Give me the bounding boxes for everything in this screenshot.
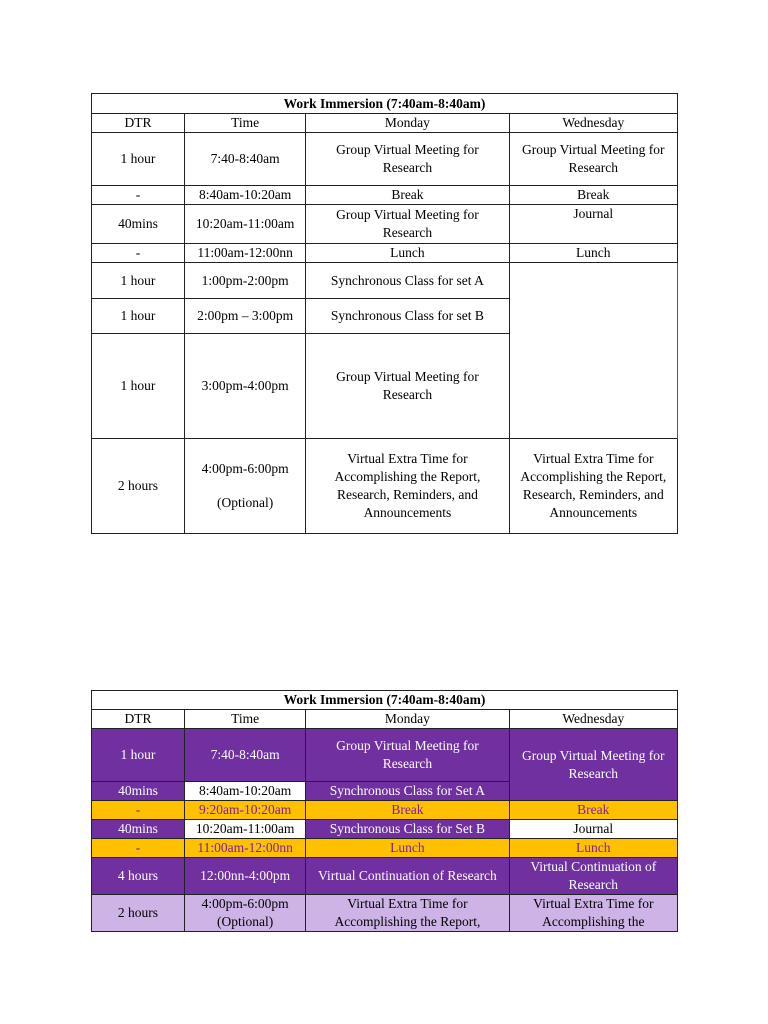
header-monday: Monday bbox=[306, 710, 509, 729]
time-cell: 12:00nn-4:00pm bbox=[184, 858, 305, 895]
dtr-cell: 1 hour bbox=[92, 334, 185, 439]
wednesday-cell: Break bbox=[509, 186, 677, 205]
dtr-cell: - bbox=[92, 244, 185, 263]
monday-cell: Virtual Continuation of Research bbox=[306, 858, 509, 895]
header-wednesday: Wednesday bbox=[509, 710, 677, 729]
dtr-cell: 2 hours bbox=[92, 895, 185, 932]
time-text: 4:00pm-6:00pm bbox=[201, 461, 289, 476]
table-title: Work Immersion (7:40am-8:40am) bbox=[92, 691, 678, 710]
monday-cell: Synchronous Class for Set B bbox=[306, 820, 509, 839]
optional-note: (Optional) bbox=[216, 495, 274, 510]
table-row bbox=[92, 858, 678, 895]
wednesday-empty-cell bbox=[509, 263, 677, 439]
header-dtr: DTR bbox=[92, 710, 185, 729]
header-monday: Monday bbox=[306, 114, 509, 133]
time-cell: 2:00pm – 3:00pm bbox=[184, 299, 305, 334]
monday-cell: Virtual Extra Time for Accomplishing the Report, Research, Reminders, and Announcements bbox=[306, 439, 509, 534]
monday-cell: Group Virtual Meeting for Research bbox=[306, 729, 509, 782]
table-row bbox=[92, 244, 678, 263]
monday-cell: Group Virtual Meeting for Research bbox=[306, 133, 509, 186]
time-cell: 8:40am-10:20am bbox=[184, 186, 305, 205]
table-row bbox=[92, 839, 678, 858]
dtr-cell: 1 hour bbox=[92, 729, 185, 782]
monday-cell: Lunch bbox=[306, 839, 509, 858]
monday-cell: Break bbox=[306, 186, 509, 205]
time-cell: 8:40am-10:20am bbox=[184, 782, 305, 801]
table-row bbox=[92, 186, 678, 205]
dtr-cell: 1 hour bbox=[92, 133, 185, 186]
monday-cell: Group Virtual Meeting for Research bbox=[306, 334, 509, 439]
dtr-cell: 1 hour bbox=[92, 299, 185, 334]
wednesday-cell: Break bbox=[509, 801, 677, 820]
table-row bbox=[92, 205, 678, 244]
wednesday-cell: Journal bbox=[509, 820, 677, 839]
wednesday-cell: Lunch bbox=[509, 839, 677, 858]
dtr-cell: 40mins bbox=[92, 782, 185, 801]
dtr-cell: 4 hours bbox=[92, 858, 185, 895]
table-title: Work Immersion (7:40am-8:40am) bbox=[92, 94, 678, 114]
time-cell bbox=[184, 895, 305, 932]
header-row bbox=[92, 114, 678, 133]
dtr-cell: - bbox=[92, 839, 185, 858]
time-cell: 10:20am-11:00am bbox=[184, 205, 305, 244]
wednesday-cell: Virtual Continuation of Research bbox=[509, 858, 677, 895]
time-cell: 7:40-8:40am bbox=[184, 729, 305, 782]
schedule-table-1 bbox=[91, 93, 678, 534]
wednesday-cell: Virtual Extra Time for Accomplishing the Report, Research, Reminders, and Announcements bbox=[509, 439, 677, 534]
time-cell: 11:00am-12:00nn bbox=[184, 244, 305, 263]
table-row bbox=[92, 133, 678, 186]
table-row bbox=[92, 895, 678, 932]
table-row bbox=[92, 439, 678, 534]
header-time: Time bbox=[184, 710, 305, 729]
dtr-cell: 1 hour bbox=[92, 263, 185, 299]
time-cell: 9:20am-10:20am bbox=[184, 801, 305, 820]
table-row bbox=[92, 801, 678, 820]
wednesday-cell: Group Virtual Meeting for Research bbox=[509, 729, 677, 801]
header-time: Time bbox=[184, 114, 305, 133]
monday-cell: Virtual Extra Time for Accomplishing the Report, bbox=[306, 895, 509, 932]
schedule-table-2 bbox=[91, 690, 678, 932]
wednesday-cell: Lunch bbox=[509, 244, 677, 263]
time-text: 4:00pm-6:00pm bbox=[201, 896, 289, 911]
monday-cell: Break bbox=[306, 801, 509, 820]
monday-cell: Synchronous Class for set B bbox=[306, 299, 509, 334]
optional-note: (Optional) bbox=[216, 914, 274, 929]
monday-cell: Synchronous Class for set A bbox=[306, 263, 509, 299]
header-wednesday: Wednesday bbox=[509, 114, 677, 133]
wednesday-cell: Virtual Extra Time for Accomplishing the bbox=[509, 895, 677, 932]
time-cell: 10:20am-11:00am bbox=[184, 820, 305, 839]
dtr-cell: 2 hours bbox=[92, 439, 185, 534]
time-cell: 11:00am-12:00nn bbox=[184, 839, 305, 858]
wednesday-cell: Group Virtual Meeting for Research bbox=[509, 133, 677, 186]
dtr-cell: - bbox=[92, 186, 185, 205]
time-cell: 1:00pm-2:00pm bbox=[184, 263, 305, 299]
table-row bbox=[92, 263, 678, 299]
time-cell: 7:40-8:40am bbox=[184, 133, 305, 186]
table-row bbox=[92, 820, 678, 839]
table-row bbox=[92, 729, 678, 782]
wednesday-cell: Journal bbox=[509, 205, 677, 244]
dtr-cell: 40mins bbox=[92, 205, 185, 244]
header-row bbox=[92, 710, 678, 729]
time-cell: 3:00pm-4:00pm bbox=[184, 334, 305, 439]
monday-cell: Group Virtual Meeting for Research bbox=[306, 205, 509, 244]
monday-cell: Lunch bbox=[306, 244, 509, 263]
dtr-cell: - bbox=[92, 801, 185, 820]
header-dtr: DTR bbox=[92, 114, 185, 133]
monday-cell: Synchronous Class for Set A bbox=[306, 782, 509, 801]
dtr-cell: 40mins bbox=[92, 820, 185, 839]
time-cell bbox=[184, 439, 305, 534]
